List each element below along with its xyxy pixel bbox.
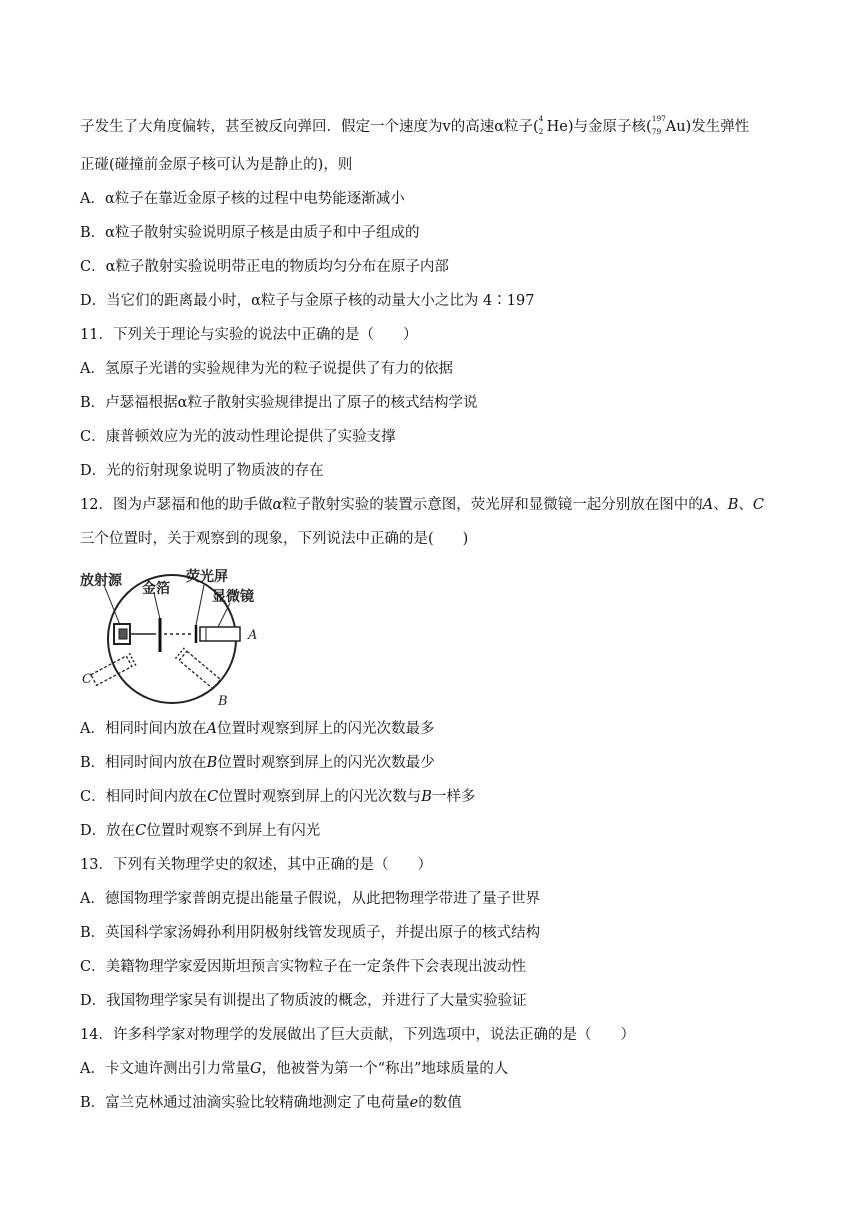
q10-text: 子发生了大角度偏转，甚至被反向弹回．假定一个速度为 <box>80 119 443 135</box>
apparatus-svg <box>80 563 262 709</box>
q14-option-b <box>80 1093 462 1113</box>
source-core <box>119 629 127 639</box>
option-text: A．相同时间内放在 <box>80 721 207 737</box>
gold-mass-number: 197 <box>651 114 667 123</box>
figure-position-b: B <box>218 694 228 709</box>
q11-option-b: B．卢瑟福根据α粒子散射实验规律提出了原子的核式结构学说 <box>80 395 478 411</box>
separator: 、 <box>713 497 728 513</box>
q10-option-c: C．α粒子散射实验说明带正电的物质均匀分布在原子内部 <box>80 259 449 275</box>
figure-position-c: C <box>82 672 92 687</box>
helium-atomic-number: 2 <box>538 127 544 136</box>
option-text: 位置时观察到屏上的闪光次数最多 <box>216 721 435 737</box>
q13-option-a: A．德国物理学家普朗克提出能量子假说，从此把物理学带进了量子世界 <box>80 891 540 907</box>
q10-option-a: A．α粒子在靠近金原子核的过程中电势能逐渐减小 <box>80 191 405 207</box>
q13-option-b: B．英国科学家汤姆孙利用阴极射线管发现质子，并提出原子的核式结构 <box>80 925 541 941</box>
q12-stem-line2: 三个位置时，关于观察到的现象，下列说法中正确的是( ) <box>80 531 469 547</box>
helium-nucleus <box>538 114 568 137</box>
q12-stem-line1 <box>80 495 764 515</box>
source-label: 放射源 <box>80 573 122 589</box>
option-text: 位置时观察不到屏上有闪光 <box>146 823 321 839</box>
position-a-label: A <box>702 497 714 513</box>
position-var: C <box>207 789 219 805</box>
q11-option-c: C．康普顿效应为光的波动性理论提供了实验支撑 <box>80 429 396 445</box>
q14-option-a <box>80 1059 508 1079</box>
position-b-label: B <box>727 497 739 513</box>
q10-stem-line2: 正碰(碰撞前金原子核可认为是静止的)，则 <box>80 157 353 173</box>
q10-text: 的高速α粒子( <box>450 119 539 135</box>
scattering-apparatus-diagram <box>80 563 262 709</box>
q10-option-d: D．当它们的距离最小时，α粒子与金原子核的动量大小之比为 4∶197 <box>80 293 535 309</box>
figure-position-a: A <box>248 628 258 643</box>
q12-option-c <box>80 787 475 807</box>
microscope-b <box>179 651 220 688</box>
option-text: C．相同时间内放在 <box>80 789 208 805</box>
gold-symbol: Au <box>665 119 686 135</box>
q13-stem: 13．下列有关物理学史的叙述，其中正确的是（ ） <box>80 857 432 873</box>
option-text: D．放在 <box>80 823 136 839</box>
screen-leader <box>196 585 204 625</box>
q12-option-b <box>80 753 435 773</box>
charge-symbol: e <box>409 1095 419 1111</box>
fluorescent-screen-c <box>129 653 136 665</box>
q12-option-a <box>80 719 434 739</box>
option-text: ，他被誉为第一个“称出”地球质量的人 <box>261 1061 509 1077</box>
foil-label: 金箔 <box>142 581 170 597</box>
q10-text: )发生弹性 <box>685 119 750 135</box>
option-text: 位置时观察到屏上的闪光次数与 <box>218 789 422 805</box>
microscope-b-group <box>175 648 221 690</box>
microscope-c-group <box>90 653 135 686</box>
q12-option-d <box>80 821 320 841</box>
fluorescent-screen-b <box>175 648 184 659</box>
microscope-leader <box>218 603 230 627</box>
q12-text: 粒子散射实验的装置示意图，荧光屏和显微镜一起分别放在图中的 <box>282 497 703 513</box>
q12-text: 12．图为卢瑟福和他的助手做 <box>80 497 273 513</box>
alpha-symbol: α <box>272 497 283 513</box>
position-var: B <box>206 755 218 771</box>
velocity-symbol: v <box>442 119 451 135</box>
helium-symbol: He <box>546 119 568 135</box>
position-c-label: C <box>752 497 764 513</box>
q10-text: )与金原子核( <box>567 119 652 135</box>
screen-label: 荧光屏 <box>186 569 228 585</box>
option-text: 的数值 <box>418 1095 462 1111</box>
gold-nucleus <box>651 114 686 137</box>
microscope-label: 显微镜 <box>212 589 254 605</box>
option-text: 一样多 <box>431 789 476 805</box>
position-var: A <box>206 721 217 737</box>
gravitational-constant-symbol: G <box>249 1061 262 1077</box>
q11-stem: 11．下列关于理论与实验的说法中正确的是（ ） <box>80 327 418 343</box>
q14-stem: 14．许多科学家对物理学的发展做出了巨大贡献，下列选项中，说法正确的是（ ） <box>80 1027 635 1043</box>
q11-option-d: D．光的衍射现象说明了物质波的存在 <box>80 463 324 479</box>
helium-mass-number: 4 <box>538 114 544 123</box>
q10-option-b: B．α粒子散射实验说明原子核是由质子和中子组成的 <box>80 225 420 241</box>
separator: 、 <box>738 497 753 513</box>
option-text: A．卡文迪许测出引力常量 <box>80 1061 250 1077</box>
option-text: B．相同时间内放在 <box>80 755 207 771</box>
gold-atomic-number: 79 <box>651 127 662 136</box>
option-text: 位置时观察到屏上的闪光次数最少 <box>217 755 435 771</box>
position-var: C <box>135 823 147 839</box>
q10-stem-line1 <box>80 114 750 137</box>
q13-option-c: C．美籍物理学家爱因斯坦预言实物粒子在一定条件下会表现出波动性 <box>80 959 527 975</box>
q13-option-d: D．我国物理学家吴有训提出了物质波的概念，并进行了大量实验验证 <box>80 993 527 1009</box>
q11-option-a: A．氢原子光谱的实验规律为光的粒子说提供了有力的依据 <box>80 361 453 377</box>
position-var: B <box>421 789 432 805</box>
option-text: B．富兰克林通过油滴实验比较精确地测定了电荷量 <box>80 1095 410 1111</box>
